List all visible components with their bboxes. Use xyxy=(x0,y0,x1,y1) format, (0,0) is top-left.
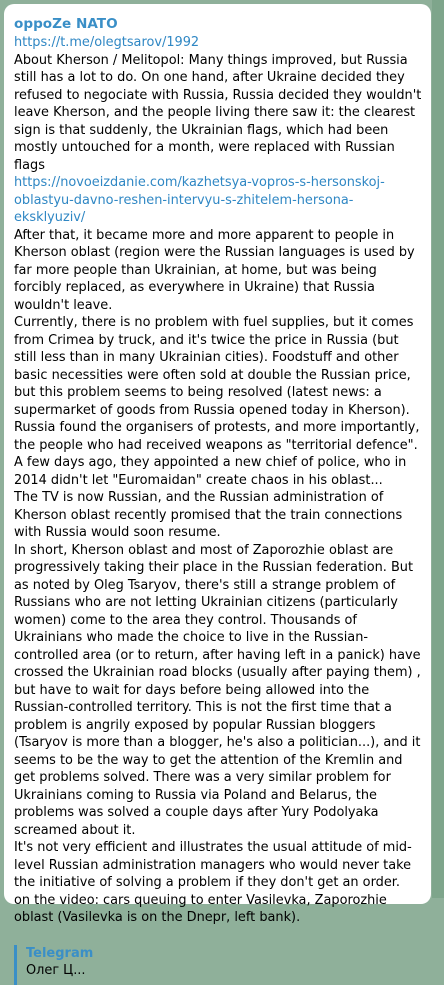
message-link-article[interactable]: https://novoeizdanie.com/kazhetsya-vopros-s-hersonskoj-oblastyu-davno-reshen-intervyu-s-zhitelem-hersona-eksklyuziv/ xyxy=(14,175,385,225)
message-paragraph-5: The TV is now Russian, and the Russian administration of Kherson oblast recently promised that the train connections with Russia would soon resume. xyxy=(14,490,403,540)
chat-background-strip xyxy=(432,0,444,898)
link-preview[interactable] xyxy=(14,945,423,985)
message-text xyxy=(14,34,423,927)
message-paragraph-1: About Kherson / Melitopol: Many things improved, but Russia still has a lot to do. On one hand, after Ukraine decided they refused to negociate with Russia, Russia decided they wouldn't leave Kherson, and the people living there saw it: the clearest sign is that suddenly, the Ukrainian flags, which had been mostly untouched for a month, were replaced with Russian flags xyxy=(14,52,422,173)
link-preview-title: Олег Ц... xyxy=(26,962,86,978)
channel-name[interactable]: oppoZe NATO xyxy=(14,16,118,32)
message-link-telegram[interactable]: https://t.me/olegtsarov/1992 xyxy=(14,35,200,50)
message-paragraph-8: on the video: cars queuing to enter Vasilevka, Zaporozhie oblast (Vasilevka is on the Dnepr, left bank). xyxy=(14,892,387,925)
message-paragraph-6: In short, Kherson oblast and most of Zaporozhie oblast are progressively taking their place in the Russian federation. But as noted by Oleg Tsaryov, there's still a strange problem of Russians who are not letting Ukrainian citizens (particularly women) come to the area they control. Thousands of Ukrainians who made the choice to live in the Russian-controlled area (or to return, after having left in a panick) have crossed the Ukrainian road blocks (usually after paying them) , but have to wait for days before being allowed into the Russian-controlled territory. This is not the first time that a problem is angrily exposed by popular Russian bloggers (Tsaryov is more than a blogger, he's also a politician...), and it seems to be the way to get the attention of the Kremlin and get problems solved. There was a very similar problem for Ukrainians coming to Russia via Poland and Belarus, the problems was solved a couple days after Yury Podolyaka screamed about it. xyxy=(14,542,421,838)
message-bubble xyxy=(4,4,431,978)
message-paragraph-4: Russia found the organisers of protests, and more importantly, the people who had received weapons as "territorial defence". A few days ago, they appointed a new chief of police, who in 2014 didn't let "Euromaidan" create chaos in his oblast... xyxy=(14,420,420,488)
message-paragraph-3: Currently, there is no problem with fuel supplies, but it comes from Crimea by truck, and it's twice the price in Russia (but still less than in many Ukrainian cities). Foodstuff and other basic necessities were often sold at double the Russian price, but this problem seems to being resolved (latest news: a supermarket of goods from Russia opened today in Kherson). xyxy=(14,315,414,418)
link-preview-site: Telegram xyxy=(26,945,94,961)
message-paragraph-2: After that, it became more and more apparent to people in Kherson oblast (region were the Russian languages is used by far more people than Ukrainian, at home, but was being forcibly replaced, as everywhere in Ukraine) that Russia wouldn't leave. xyxy=(14,227,415,313)
message-paragraph-7: It's not very efficient and illustrates the usual attitude of mid-level Russian administration managers who would never take the initiative of solving a problem if they don't get an order. xyxy=(14,840,412,890)
